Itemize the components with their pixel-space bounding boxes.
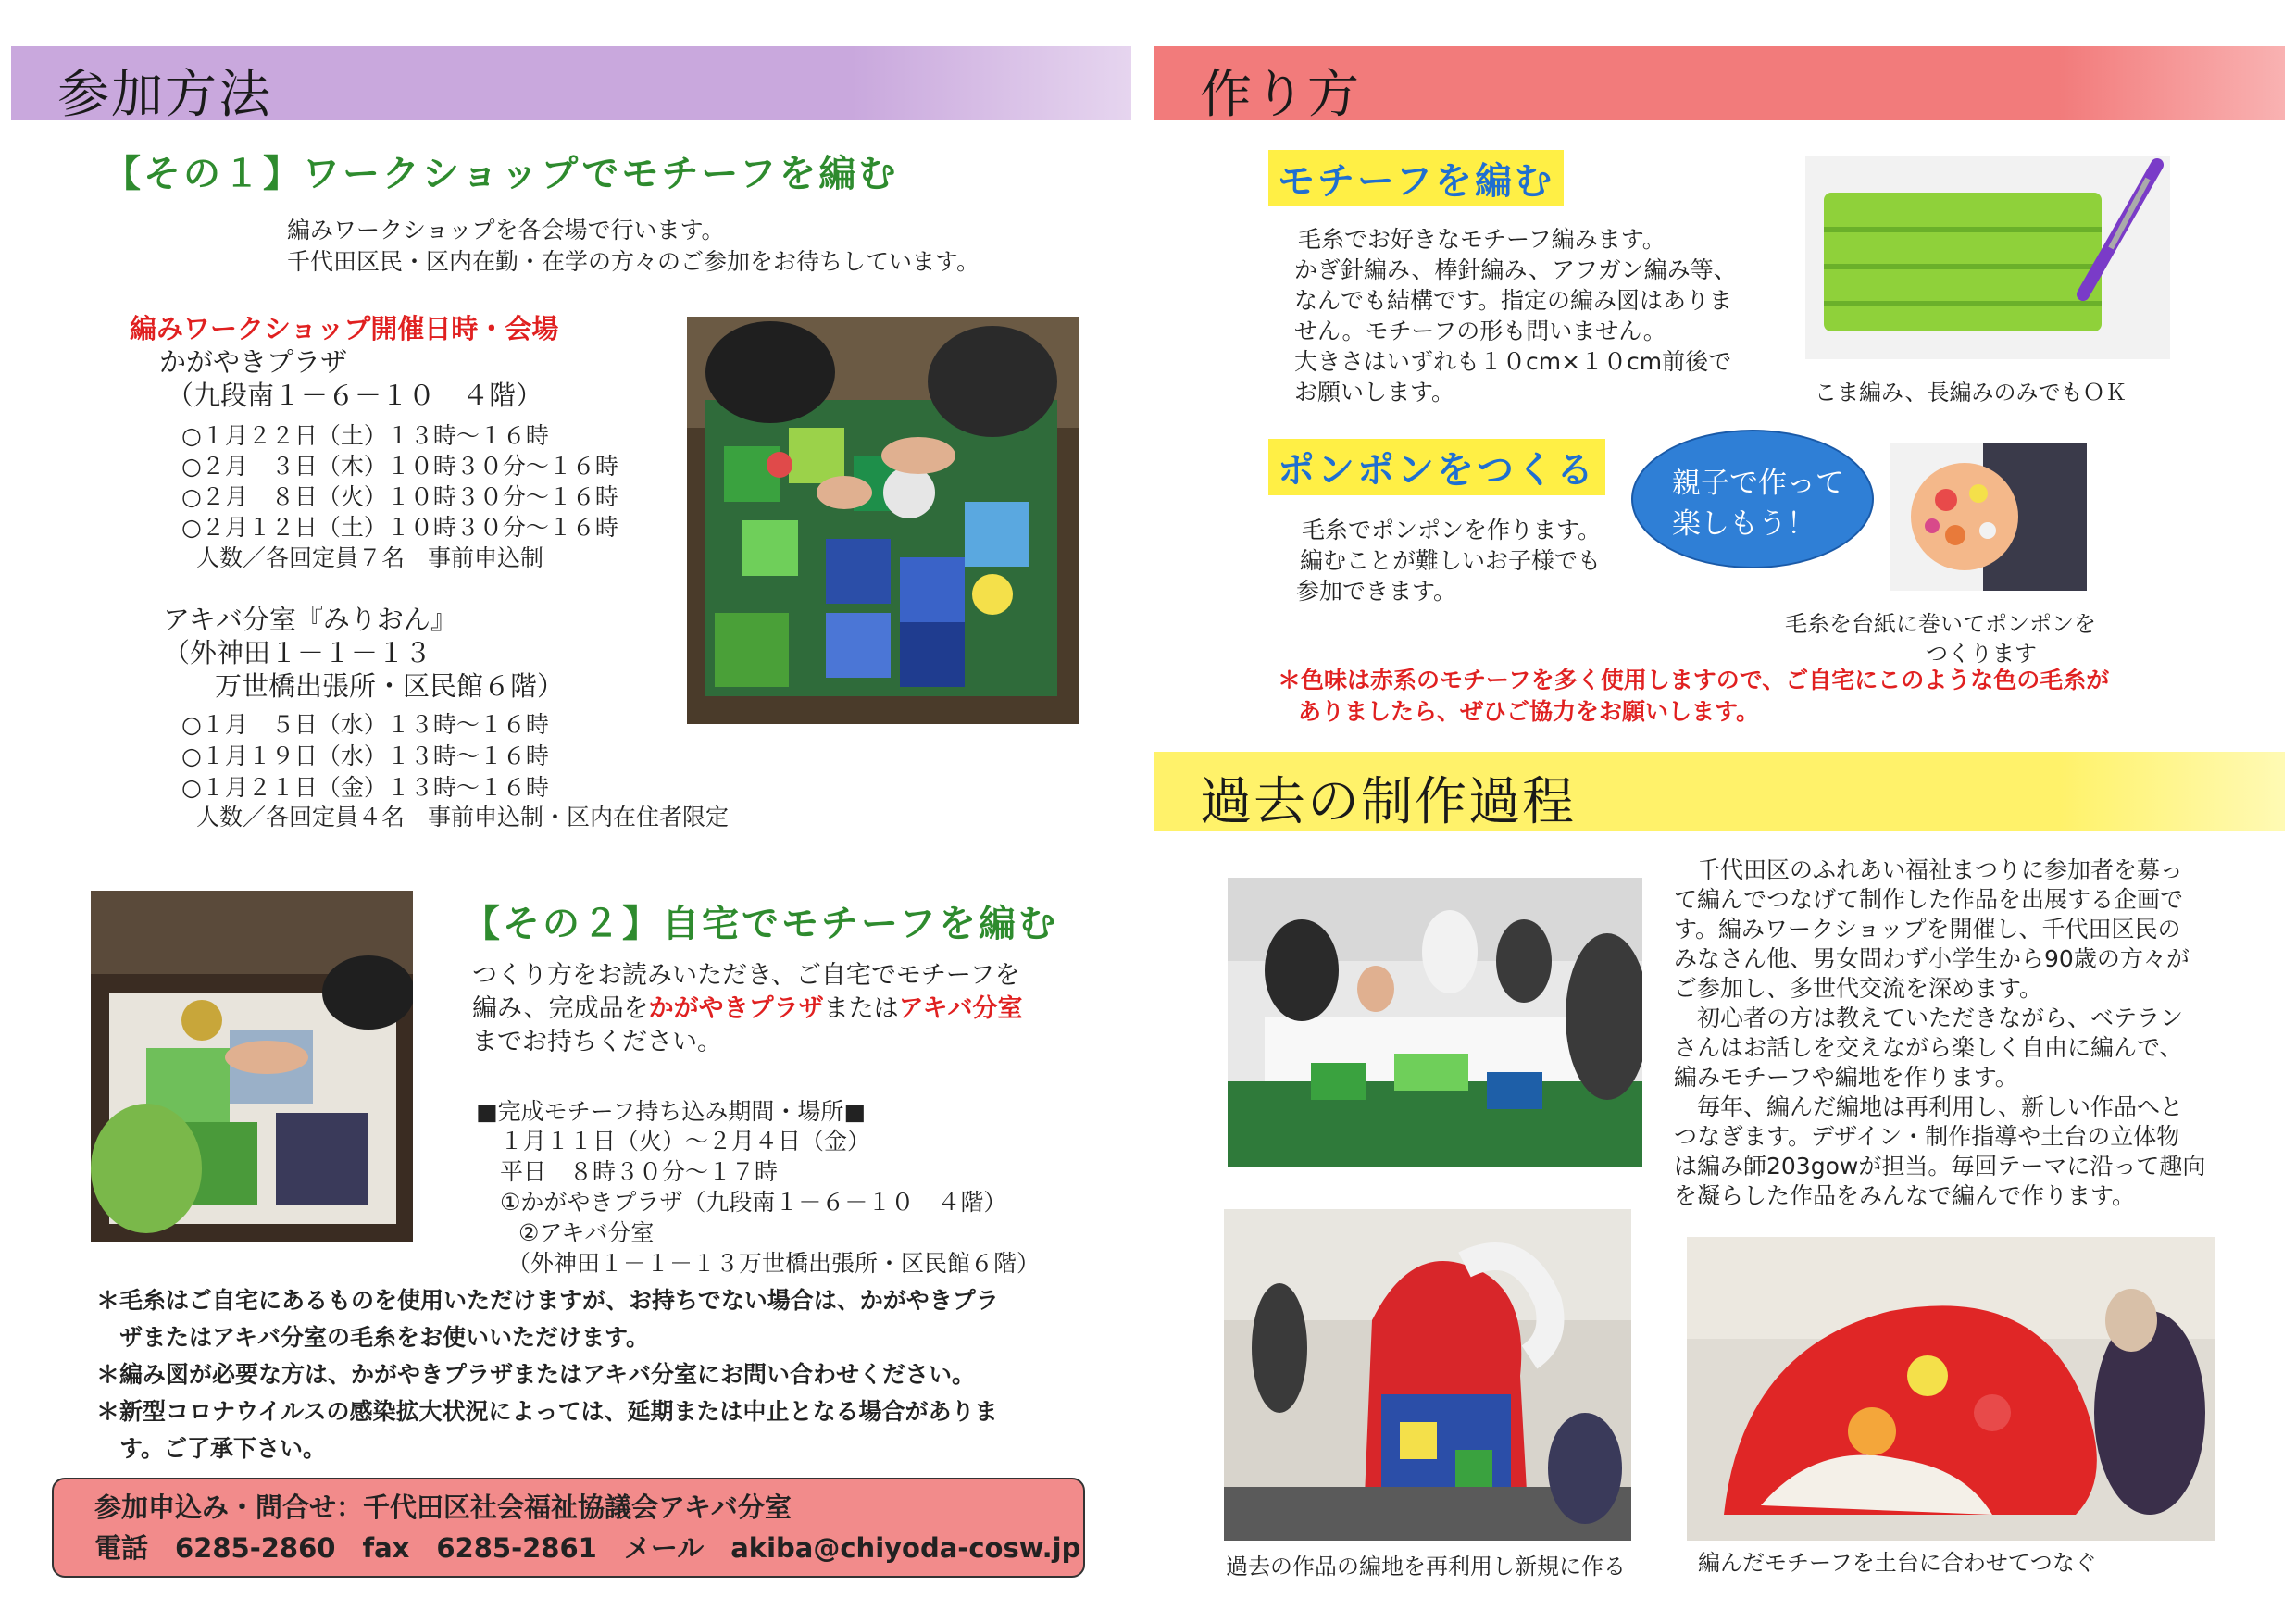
past-body: つなぎます。デザイン・制作指導や土台の立体物 (1674, 1123, 2180, 1150)
note-line: ＊新型コロナウイルスの感染拡大状況によっては、延期または中止となる場合がありま (96, 1398, 998, 1425)
past-body: 毎年、編んだ編地は再利用し、新しい作品へと (1674, 1093, 2184, 1120)
section-band-past (1154, 752, 2285, 831)
schedule-heading: 編みワークショップ開催日時・会場 (130, 313, 559, 344)
method2-heading: 【その２】自宅でモチーフを編む (463, 903, 1058, 945)
past-body: 編みモチーフや編地を作ります。 (1674, 1064, 2018, 1091)
method2-body-2-mid: または (823, 994, 899, 1023)
venue-akiba: アキバ分室 (898, 994, 1023, 1023)
method2-body-2-pre: 編み、完成品を (472, 994, 649, 1023)
venue1-capacity: 人数／各回定員７名 事前申込制 (196, 544, 544, 571)
pompom-body: 毛糸でポンポンを作ります。 (1302, 517, 1602, 543)
venue2-address: 万世橋出張所・区民館６階） (215, 670, 565, 702)
past-workshop-photo (1228, 878, 1642, 1167)
pompom-body: 参加できます。 (1296, 578, 1457, 605)
speech-bubble (1631, 430, 1874, 568)
color-note-1: ＊色味は赤系のモチーフを多く使用しますので、ご自宅にこのような色の毛糸が (1278, 667, 2110, 693)
section-title-participation: 参加方法 (57, 65, 272, 125)
pompom-photo (1890, 443, 2087, 591)
method2-body-3: までお持ちください。 (472, 1028, 722, 1056)
past-body: みなさん他、男女問わず小学生から90歳の方々が (1674, 945, 2190, 972)
section-title-how-to: 作り方 (1200, 65, 1361, 125)
venue2-date: ○１月１９日（水）１３時～１６時 (181, 743, 549, 769)
method2-body-1: つくり方をお読みいただき、ご自宅でモチーフを (472, 961, 1020, 990)
motif-body: 大きさはいずれも１０cm×１０cm前後で (1294, 348, 1732, 375)
pompom-heading: ポンポンをつくる (1268, 439, 1605, 495)
note-line: ＊編み図が必要な方は、かがやきプラザまたはアキバ分室にお問い合わせください。 (96, 1361, 976, 1388)
note-line: す。ご了承下さい。 (96, 1435, 327, 1462)
dropoff-line: 平日 ８時３０分～１７時 (500, 1158, 779, 1185)
note-line: ザまたはアキバ分室の毛糸をお使いいただけます。 (96, 1324, 650, 1351)
past-body: は編み師203gowが担当。毎回テーマに沿って趣向 (1674, 1153, 2206, 1180)
crochet-photo (1805, 156, 2170, 359)
past-artwork-photo-left (1224, 1209, 1631, 1541)
dropoff-line: ②アキバ分室 (518, 1219, 655, 1246)
past-body: 初心者の方は教えていただきながら、ベテラン (1674, 1005, 2184, 1031)
note-line: ＊毛糸はご自宅にあるものを使用いただけますが、お持ちでない場合は、かがやきプラ (96, 1287, 999, 1314)
dropoff-line: （外神田１－１－１３万世橋出張所・区民館６階） (507, 1250, 1041, 1277)
caption-past-right: 編んだモチーフを土台に合わせてつなぐ (1698, 1550, 2097, 1576)
motif-heading: モチーフを編む (1268, 150, 1564, 206)
contact-line1: 参加申込み・問合せ：千代田区社会福祉協議会アキバ分室 (94, 1492, 792, 1523)
method1-intro-2: 千代田区民・区内在勤・在学の方々のご参加をお待ちしています。 (287, 248, 980, 275)
motif-body: 毛糸でお好きなモチーフ編みます。 (1298, 226, 1666, 253)
method2-body-2 (472, 993, 1023, 1026)
contact-line2: 電話 6285-2860 fax 6285-2861 メール akiba@chiyoda-cosw.jp (94, 1532, 1081, 1564)
dropoff-line: ①かがやきプラザ（九段南１－６－１０ ４階） (500, 1189, 1007, 1216)
pompom-caption: つくります (1926, 641, 2037, 667)
section-band-participation (11, 46, 1131, 125)
home-knitting-photo (91, 891, 413, 1242)
caption-past-left: 過去の作品の編地を再利用し新規に作る (1226, 1554, 1626, 1579)
past-artwork-photo-right (1687, 1237, 2215, 1541)
pompom-caption: 毛糸を台紙に巻いてポンポンを (1785, 611, 2096, 637)
venue1-date: ○２月 ８日（火）１０時３０分～１６時 (181, 483, 618, 510)
past-body: ご参加し、多世代交流を深めます。 (1674, 975, 2043, 1002)
section-band-how-to (1154, 46, 2285, 125)
past-body: 千代田区のふれあい福祉まつりに参加者を募っ (1674, 856, 2184, 883)
motif-body: かぎ針編み、棒針編み、アフガン編み等、 (1294, 256, 1737, 283)
venue1-date: ○２月１２日（土）１０時３０分～１６時 (181, 514, 618, 541)
section-title-past: 過去の制作過程 (1200, 772, 1576, 832)
dropoff-heading: ■完成モチーフ持ち込み期間・場所■ (476, 1098, 866, 1125)
past-body: て編んでつなげて制作した作品を出展する企画で (1674, 886, 2184, 913)
motif-body: せん。モチーフの形も問いません。 (1294, 318, 1666, 344)
venue1-date: ○１月２２日（土）１３時～１６時 (181, 422, 549, 449)
venue-kagayaki-plaza: かがやきプラザ (648, 994, 824, 1023)
pompom-body: 編むことが難しいお子様でも (1300, 547, 1602, 574)
workshop-photo (687, 317, 1079, 724)
past-body: さんはお話しを交えながら楽しく自由に編んで、 (1674, 1034, 2183, 1061)
method1-intro-1: 編みワークショップを各会場で行います。 (287, 217, 725, 243)
crochet-caption: こま編み、長編みのみでもＯＫ (1815, 380, 2128, 406)
past-body: す。編みワークショップを開催し、千代田区民の (1674, 916, 2181, 943)
venue1-name: かがやきプラザ (159, 346, 348, 378)
venue1-address: （九段南１－６－１０ ４階） (167, 380, 543, 411)
dropoff-line: １月１１日（火）～２月４日（金） (500, 1128, 871, 1155)
venue2-date: ○１月２１日（金）１３時～１６時 (181, 774, 549, 801)
color-note-2: ありましたら、ぜひご協力をお願いします。 (1298, 698, 1760, 725)
bubble-line1: 親子で作って (1672, 467, 1844, 500)
method1-heading: 【その１】ワークショップでモチーフを編む (104, 153, 899, 195)
venue2-name: アキバ分室『みりおん』 (163, 604, 457, 635)
bubble-line2: 楽しもう！ (1672, 507, 1816, 541)
motif-body: なんでも結構です。指定の編み図はありま (1294, 287, 1733, 314)
past-body: を凝らした作品をみんなで編んで作ります。 (1674, 1182, 2136, 1209)
venue2-date: ○１月 ５日（水）１３時～１６時 (181, 711, 549, 738)
venue1-date: ○２月 ３日（木）１０時３０分～１６時 (181, 453, 618, 480)
contact-box (52, 1478, 1085, 1578)
motif-body: お願いします。 (1294, 379, 1455, 406)
venue2-address: （外神田１－１－１３ (163, 637, 432, 668)
venue2-capacity: 人数／各回定員４名 事前申込制・区内在住者限定 (196, 804, 730, 830)
